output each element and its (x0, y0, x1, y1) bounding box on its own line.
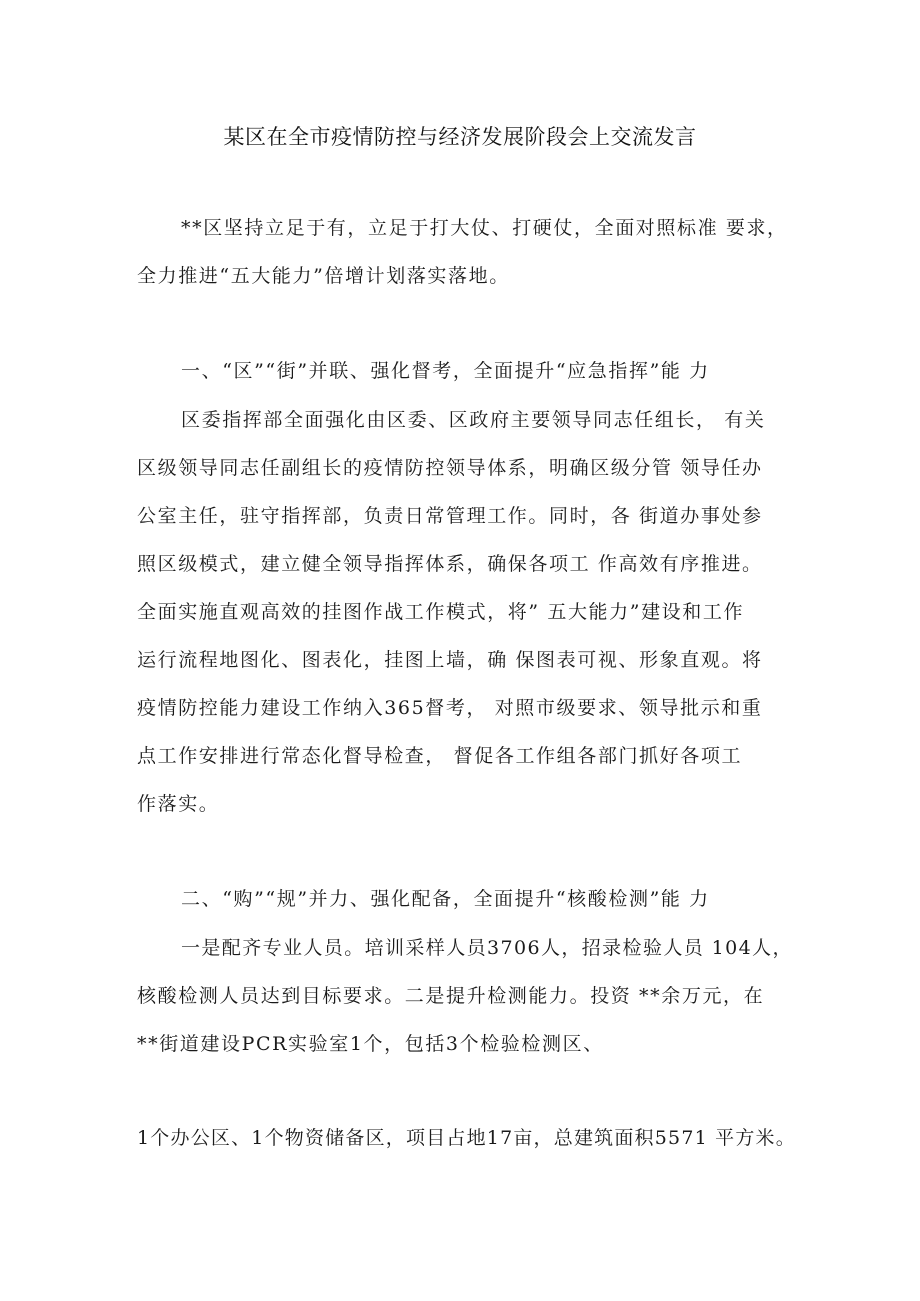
section-2-heading: 二、“购”“规”并力、强化配备，全面提升“核酸检测”能 力 (181, 888, 710, 910)
section-1-line-7: 疫情防控能力建设工作纳入365督考， 对照市级要求、领导批示和重 (137, 697, 763, 719)
section-1-line-5: 全面实施直观高效的挂图作战工作模式，将” 五大能力”建设和工作 (137, 601, 745, 623)
section-1-line-9: 作落实。 (137, 793, 220, 815)
section-2-line-4: 1个办公区、1个物资储备区，项目占地17亩，总建筑面积5571 平方米。 (137, 1127, 796, 1149)
section-1-heading: 一、“区”“街”并联、强化督考，全面提升“应急指挥”能 力 (181, 360, 710, 382)
intro-line-1: **区坚持立足于有，立足于打大仗、打硬仗，全面对照标准 要求， (181, 217, 788, 239)
section-1-line-2: 区级领导同志任副组长的疫情防控领导体系，明确区级分管 领导任办 (137, 457, 763, 479)
section-1-line-3: 公室主任，驻守指挥部，负责日常管理工作。同时，各 街道办事处参 (137, 505, 763, 527)
section-1-line-4: 照区级模式，建立健全领导指挥体系，确保各项工 作高效有序推进。 (137, 553, 763, 575)
section-1-line-6: 运行流程地图化、图表化，挂图上墙，确 保图表可视、形象直观。将 (137, 649, 763, 671)
section-1-line-8: 点工作安排进行常态化督导检查， 督促各工作组各部门抓好各项工 (137, 745, 743, 767)
section-2-line-2: 核酸检测人员达到目标要求。二是提升检测能力。投资 **余万元，在 (137, 985, 765, 1007)
section-2-line-3: **街道建设PCR实验室1个，包括3个检验检测区、 (137, 1033, 604, 1055)
section-2-line-1: 一是配齐专业人员。培训采样人员3706人，招录检验人员 104人， (181, 937, 793, 959)
intro-line-2: 全力推进“五大能力”倍增计划落实落地。 (137, 265, 510, 287)
section-1-line-1: 区委指挥部全面强化由区委、区政府主要领导同志任组长， 有关 (181, 409, 766, 431)
document-title: 某区在全市疫情防控与经济发展阶段会上交流发言 (223, 125, 697, 149)
